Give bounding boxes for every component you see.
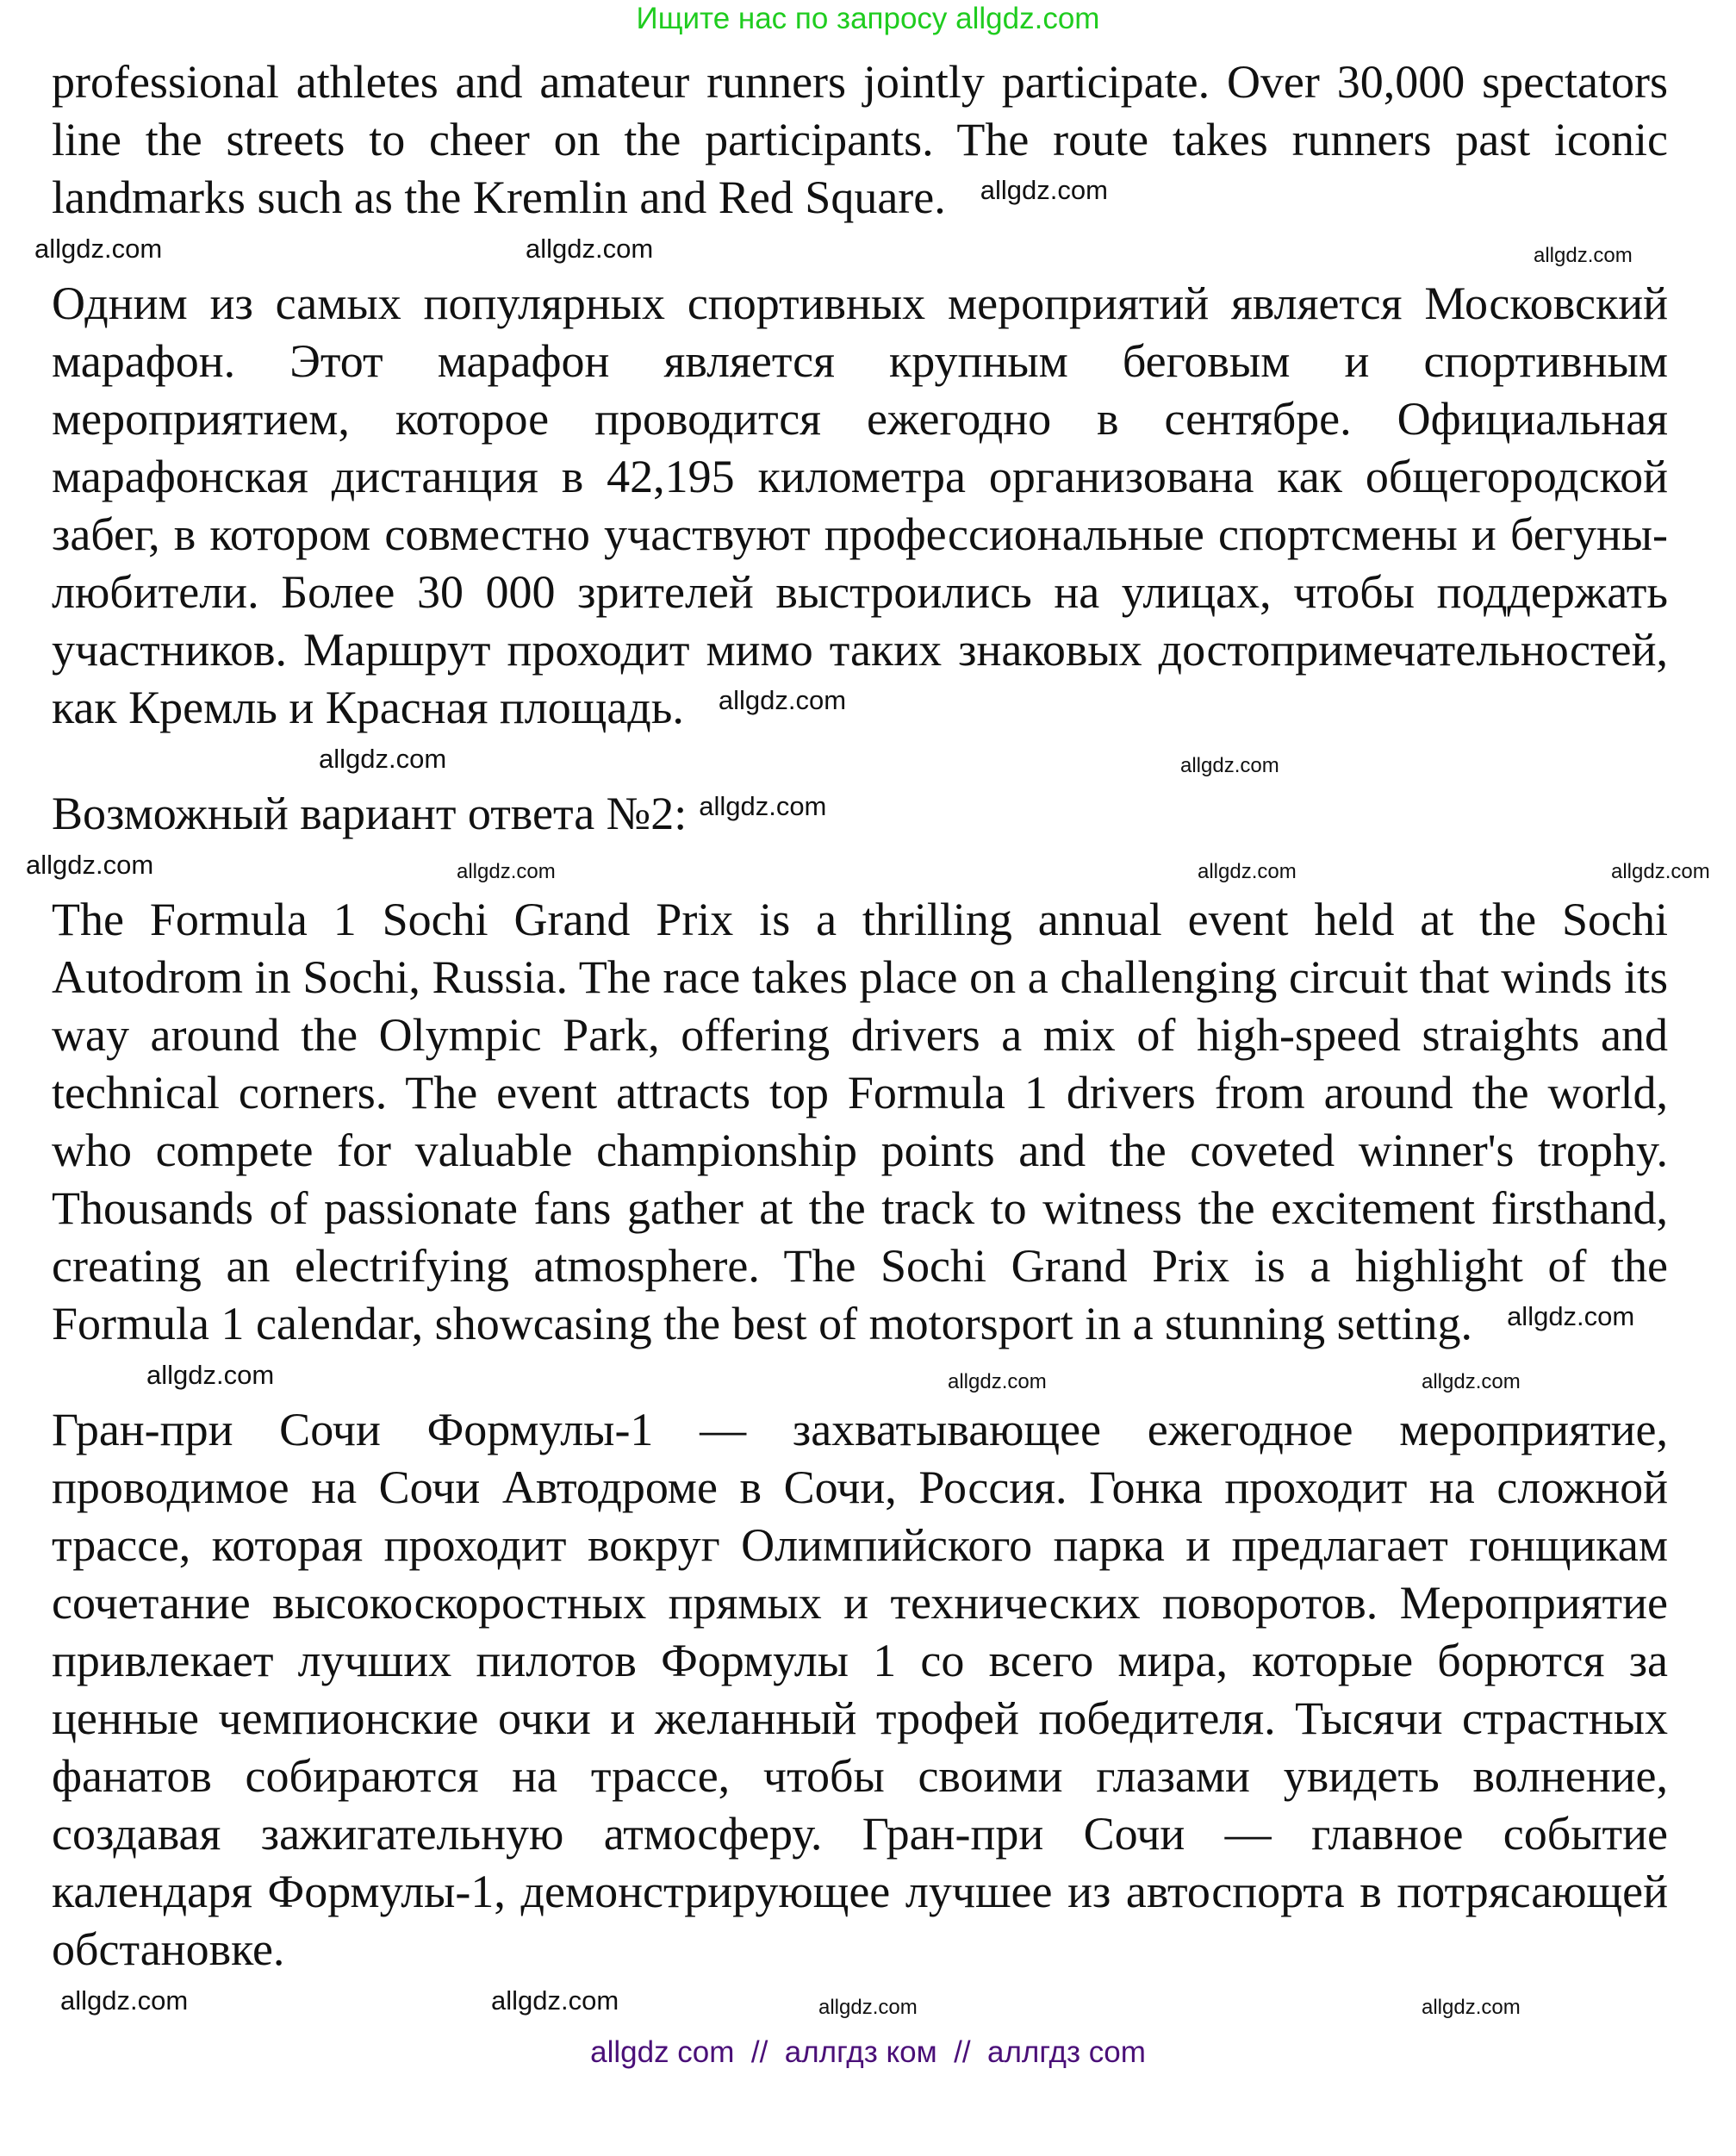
- watermark: allgdz.com: [948, 1370, 1047, 1393]
- watermark: allgdz.com: [718, 685, 847, 715]
- paragraph-english-marathon: professional athletes and amateur runners jointly participate. Over 30,000 spectators line the streets to cheer on the participants. The route takes runners past iconic landmarks such as the Kremlin and Red Square.: [52, 56, 1668, 223]
- watermark: allgdz.com: [980, 175, 1108, 205]
- watermark: allgdz.com: [1422, 1370, 1521, 1393]
- answer-heading: Возможный вариант ответа №2:: [52, 788, 688, 839]
- watermark: allgdz.com: [818, 1996, 918, 2019]
- watermark: allgdz.com: [319, 744, 447, 774]
- watermark: allgdz.com: [26, 850, 154, 880]
- paragraph-english-marathon-block: [52, 53, 1668, 227]
- watermark: allgdz.com: [1611, 860, 1710, 883]
- watermark: allgdz.com: [146, 1360, 275, 1390]
- watermark: allgdz.com: [1422, 1996, 1521, 2019]
- paragraph-russian-marathon-block: [52, 275, 1668, 737]
- answer-heading-block: [52, 785, 1668, 843]
- watermark: allgdz.com: [1180, 754, 1279, 777]
- site-footer: allgdz com // аллгдз ком // аллгдз com: [590, 2035, 1146, 2069]
- watermark: allgdz.com: [526, 234, 654, 264]
- watermark: allgdz.com: [457, 860, 556, 883]
- watermark: allgdz.com: [1534, 244, 1633, 267]
- paragraph-russian-marathon: Одним из самых популярных спортивных мероприятий является Московский марафон. Этот марафон является крупным беговым и спортивным мероприятием, которое проводится ежегодно в сентябре. Официальная марафонская дистанция в 42,195 километра организована как общегородской забег, в котором совместно участвуют профессиональные спортсмены и бегуны-любители. Более 30 000 зрителей выстроились на улицах, чтобы поддержать участников. Маршрут проходит мимо таких знаковых достопримечательностей, как Кремль и Красная площадь.: [52, 277, 1668, 733]
- watermark-row: [0, 232, 1736, 268]
- watermark: allgdz.com: [34, 234, 163, 264]
- watermark: allgdz.com: [60, 1985, 189, 2016]
- watermark-row: [0, 1984, 1736, 2020]
- watermark-row: [0, 1358, 1736, 1394]
- paragraph-english-grand-prix-block: [52, 891, 1668, 1353]
- paragraph-russian-grand-prix: Гран-при Сочи Формулы-1 — захватывающее ежегодное мероприятие, проводимое на Сочи Автодроме в Сочи, Россия. Гонка проходит на сложной трассе, которая проходит вокруг Олимпийского парка и предлагает гонщикам сочетание высокоскоростных прямых и технических поворотов. Мероприятие привлекает лучших пилотов Формулы 1 со всего мира, которые борются за ценные чемпионские очки и желанный трофей победителя. Тысячи страстных фанатов собираются на трассе, чтобы своими глазами увидеть волнение, создавая зажигательную атмосферу. Гран-при Сочи — главное событие календаря Формулы-1, демонстрирующее лучшее из автоспорта в потрясающей обстановке.: [52, 1404, 1668, 1975]
- watermark: allgdz.com: [1507, 1301, 1635, 1331]
- site-banner: Ищите нас по запросу allgdz.com: [636, 2, 1100, 35]
- watermark-row: [0, 848, 1736, 884]
- watermark: allgdz.com: [491, 1985, 619, 2016]
- paragraph-english-grand-prix: The Formula 1 Sochi Grand Prix is a thrilling annual event held at the Sochi Autodrom in Sochi, Russia. The race takes place on a challenging circuit that winds its way around the Olympic Park, offering drivers a mix of high-speed straights and technical corners. The event attracts top Formula 1 drivers from around the world, who compete for valuable championship points and the coveted winner's trophy. Thousands of passionate fans gather at the track to witness the excitement firsthand, creating an electrifying atmosphere. The Sochi Grand Prix is a highlight of the Formula 1 calendar, showcasing the best of motorsport in a stunning setting.: [52, 894, 1668, 1349]
- watermark-row: [0, 742, 1736, 778]
- watermark: allgdz.com: [699, 791, 827, 821]
- watermark: allgdz.com: [1198, 860, 1297, 883]
